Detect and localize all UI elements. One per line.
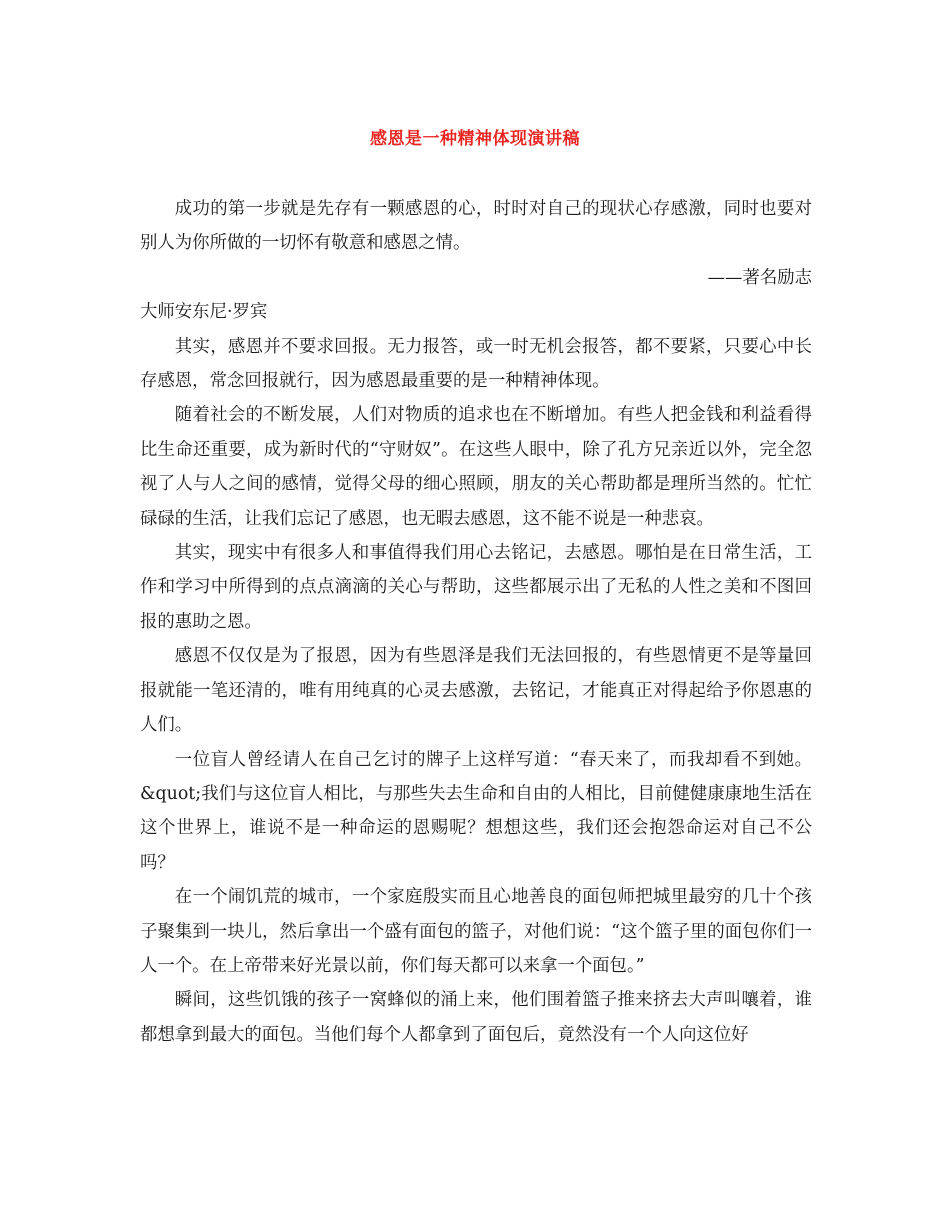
quote-attribution-line-1: ——著名励志 [707, 267, 812, 288]
document-title: 感恩是一种精神体现演讲稿 [370, 129, 580, 149]
opening-quote: 成功的第一步就是先存有一颗感恩的心，时时对自己的现状心存感激，同时也要对别人为你所做的一切怀有敬意和感恩之情。 [140, 199, 812, 254]
document-body [140, 192, 812, 1052]
paragraph: 其实，现实中有很多人和事值得我们用心去铭记，去感恩。哪怕是在日常生活，工作和学习中所得到的点点滴滴的关心与帮助，这些都展示出了无私的人性之美和不图回报的惠助之恩。 [140, 543, 812, 632]
paragraph: 其实，感恩并不要求回报。无力报答，或一时无机会报答，都不要紧，只要心中长存感恩，常念回报就行，因为感恩最重要的是一种精神体现。 [140, 336, 812, 392]
paragraph: 在一个闹饥荒的城市，一个家庭殷实而且心地善良的面包师把城里最穷的几十个孩子聚集到一块儿，然后拿出一个盛有面包的篮子，对他们说：“这个篮子里的面包你们一人一个。在上帝带来好光景以前，你们每天都可以来拿一个面包。” [140, 887, 812, 976]
paragraph: 一位盲人曾经请人在自己乞讨的牌子上这样写道：“春天来了，而我却看不到她。&quot;我们与这位盲人相比，与那些失去生命和自由的人相比，目前健健康康地生活在这个世界上，谁说不是一种命运的恩赐呢？想想这些，我们还会抱怨命运对自己不公吗？ [140, 749, 812, 873]
quote-attribution-line-2: 大师安东尼·罗宾 [140, 302, 268, 323]
paragraph: 随着社会的不断发展，人们对物质的追求也在不断增加。有些人把金钱和利益看得比生命还重要，成为新时代的“守财奴”。在这些人眼中，除了孔方兄亲近以外，完全忽视了人与人之间的感情，觉得父母的细心照顾，朋友的关心帮助都是理所当然的。忙忙碌碌的生活，让我们忘记了感恩，也无暇去感恩，这不能不说是一种悲哀。 [140, 405, 812, 529]
paragraph: 瞬间，这些饥饿的孩子一窝蜂似的涌上来，他们围着篮子推来挤去大声叫嚷着，谁都想拿到最大的面包。当他们每个人都拿到了面包后，竟然没有一个人向这位好 [140, 990, 812, 1045]
paragraph: 感恩不仅仅是为了报恩，因为有些恩泽是我们无法回报的，有些恩情更不是等量回报就能一笔还清的，唯有用纯真的心灵去感激，去铭记，才能真正对得起给予你恩惠的人们。 [140, 646, 812, 736]
